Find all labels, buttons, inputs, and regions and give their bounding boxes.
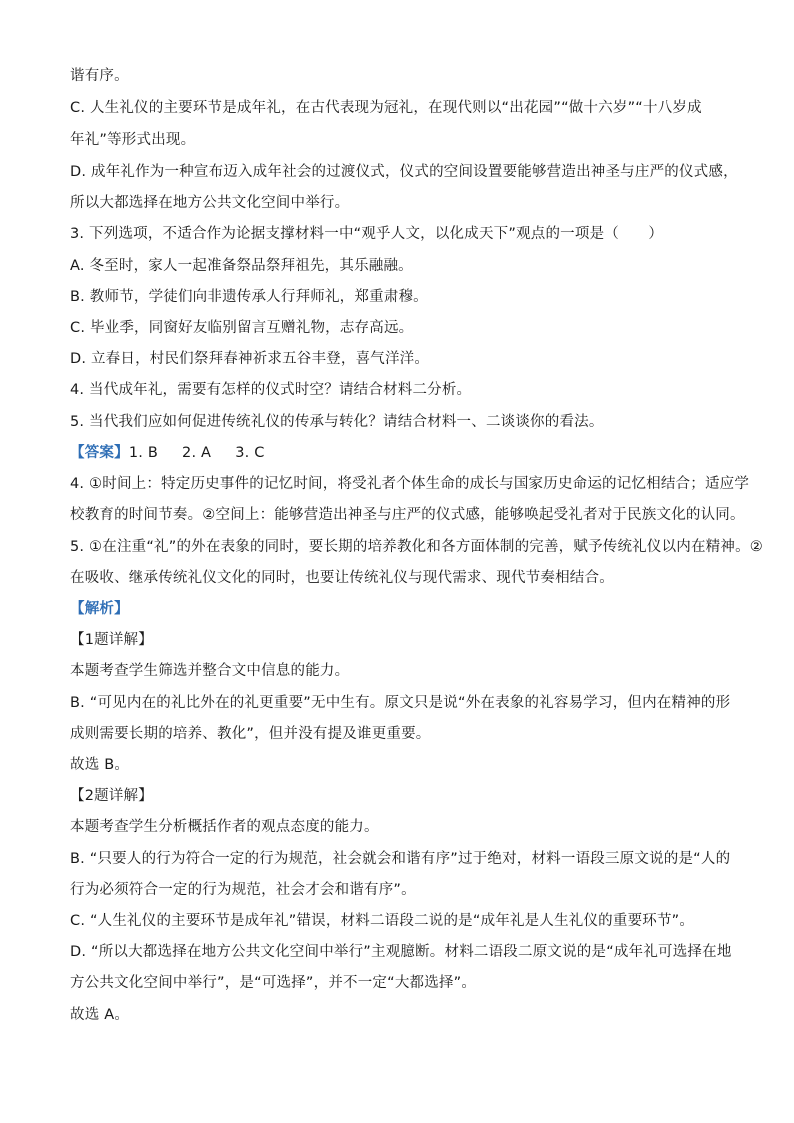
question-3-option-d: D. 立春日，村民们祭拜春神祈求五谷丰登，喜气洋洋。 (70, 351, 430, 367)
detail-2-line-2: 行为必须符合一定的行为规范，社会才会和谐有序”。 (70, 882, 416, 898)
detail-1-choice: 故选 B。 (70, 757, 130, 773)
detail-2-line-1: B. “只要人的行为符合一定的行为规范，社会就会和谐有序”过于绝对，材料一语段三原文说的是“人的 (70, 851, 731, 867)
question-5: 5. 当代我们应如何促进传统礼仪的传承与转化？请结合材料一、二谈谈你的看法。 (70, 414, 604, 430)
answer-1: 1. B (128, 445, 159, 461)
detail-2-intro: 本题考查学生分析概括作者的观点态度的能力。 (70, 819, 379, 835)
question-4: 4. 当代成年礼，需要有怎样的仪式时空？请结合材料二分析。 (70, 382, 472, 398)
detail-1-heading: 【1题详解】 (70, 632, 153, 648)
detail-1-line-2: 成则需要长期的培养、教化”，但并没有提及谁更重要。 (70, 726, 431, 742)
question-3-option-a: A. 冬至时，家人一起准备祭品祭拜祖先，其乐融融。 (70, 258, 413, 274)
detail-2-line-4: D. “所以大都选择在地方公共文化空间中举行”主观臆断。材料二语段二原文说的是“成年礼可选择在地 (70, 944, 732, 960)
option-c-line-2: 年礼”等形式出现。 (70, 132, 196, 148)
text-line: 谐有序。 (70, 68, 129, 84)
answer-4-line-1: 4. ①时间上：特定历史事件的记忆时间，将受礼者个体生命的成长与国家历史命运的记忆相结合；适应学 (70, 476, 750, 492)
question-3-option-b: B. 教师节，学徒们向非遗传承人行拜师礼，郑重肃穆。 (70, 289, 428, 305)
analysis-line (70, 599, 750, 619)
answer-4-line-2: 校教育的时间节奏。②空间上：能够营造出神圣与庄严的仪式感，能够唤起受礼者对于民族文化的认同。 (70, 507, 745, 523)
option-d-line-2: 所以大都选择在地方公共文化空间中举行。 (70, 195, 350, 211)
answer-5-line-2: 在吸收、继承传统礼仪文化的同时，也要让传统礼仪与现代需求、现代节奏相结合。 (70, 570, 614, 586)
answer-line (70, 443, 750, 463)
question-3: 3. 下列选项，不适合作为论据支撑材料一中“观乎人文，以化成天下”观点的一项是（ ） (70, 226, 664, 242)
detail-1-line-1: B. “可见内在的礼比外在的礼更重要”无中生有。原文只是说“外在表象的礼容易学习，但内在精神的形 (70, 695, 731, 711)
detail-2-heading: 【2题详解】 (70, 788, 153, 804)
question-3-option-c: C. 毕业季，同窗好友临别留言互赠礼物，志存高远。 (70, 320, 414, 336)
answer-2: 2. A (182, 445, 212, 461)
answer-5-line-1: 5. ①在注重“礼”的外在表象的同时，要长期的培养教化和各方面体制的完善，赋予传统礼仪以内在精神。② (70, 539, 763, 555)
option-d-line-1: D. 成年礼作为一种宣布迈入成年社会的过渡仪式，仪式的空间设置要能够营造出神圣与庄严的仪式感， (70, 164, 738, 180)
answer-3: 3. C (235, 445, 265, 461)
detail-2-line-5: 方公共文化空间中举行”，是“可选择”，并不一定“大都选择”。 (70, 975, 477, 991)
answer-label: 【答案】 (70, 445, 129, 461)
analysis-label: 【解析】 (70, 601, 129, 617)
detail-1-intro: 本题考查学生筛选并整合文中信息的能力。 (70, 663, 350, 679)
detail-2-line-3: C. “人生礼仪的主要环节是成年礼”错误，材料二语段二说的是“成年礼是人生礼仪的重要环节”。 (70, 913, 695, 929)
detail-2-choice: 故选 A。 (70, 1007, 130, 1023)
option-c-line-1: C. 人生礼仪的主要环节是成年礼，在古代表现为冠礼，在现代则以“出花园”“做十六岁”“十八岁成 (70, 100, 702, 116)
